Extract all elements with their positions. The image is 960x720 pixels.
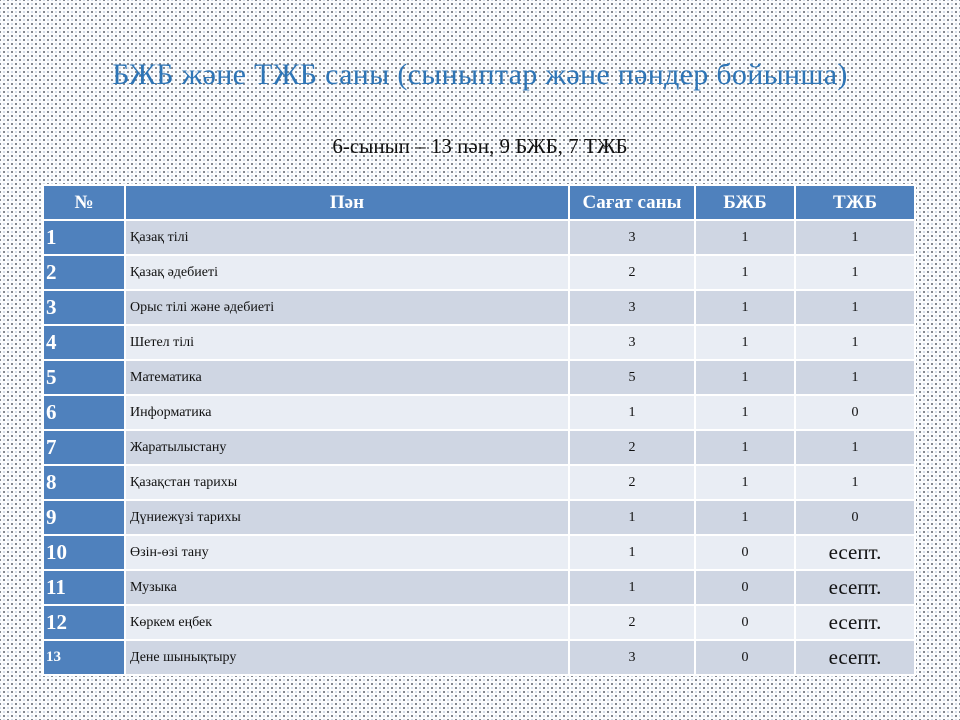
table-row	[44, 221, 914, 254]
bzb-cell: 0	[696, 536, 794, 569]
bzb-cell: 1	[696, 361, 794, 394]
row-number: 3	[44, 291, 124, 324]
subject-cell: Шетел тілі	[126, 326, 568, 359]
subject-cell: Музыка	[126, 571, 568, 604]
row-number: 6	[44, 396, 124, 429]
bzb-cell: 1	[696, 501, 794, 534]
bzb-cell: 0	[696, 606, 794, 639]
table-row	[44, 571, 914, 604]
subject-cell: Дүниежүзі тарихы	[126, 501, 568, 534]
tzb-cell: 1	[796, 221, 914, 254]
tzb-cell: 1	[796, 431, 914, 464]
col-header-no: №	[44, 186, 124, 219]
hours-cell: 3	[570, 291, 694, 324]
hours-cell: 2	[570, 466, 694, 499]
bzb-cell: 1	[696, 326, 794, 359]
tzb-cell: 1	[796, 326, 914, 359]
hours-cell: 5	[570, 361, 694, 394]
tzb-cell: 0	[796, 396, 914, 429]
bzb-cell: 1	[696, 431, 794, 464]
bzb-cell: 0	[696, 641, 794, 674]
table-body	[44, 221, 914, 674]
tzb-cell: есепт.	[796, 536, 914, 569]
subject-cell: Көркем еңбек	[126, 606, 568, 639]
bzb-cell: 1	[696, 466, 794, 499]
table-row	[44, 641, 914, 674]
subject-cell: Орыс тілі және әдебиеті	[126, 291, 568, 324]
subject-cell: Қазақ тілі	[126, 221, 568, 254]
slide-subtitle: 6-сынып – 13 пән, 9 БЖБ, 7 ТЖБ	[332, 134, 628, 158]
row-number: 12	[44, 606, 124, 639]
subject-cell: Қазақстан тарихы	[126, 466, 568, 499]
subject-cell: Математика	[126, 361, 568, 394]
tzb-cell: 1	[796, 256, 914, 289]
hours-cell: 1	[570, 501, 694, 534]
row-number: 7	[44, 431, 124, 464]
hours-cell: 2	[570, 431, 694, 464]
row-number: 4	[44, 326, 124, 359]
hours-cell: 2	[570, 606, 694, 639]
hours-cell: 1	[570, 396, 694, 429]
row-number: 2	[44, 256, 124, 289]
col-header-hours: Сағат саны	[570, 186, 694, 219]
subject-cell: Жаратылыстану	[126, 431, 568, 464]
table-row	[44, 326, 914, 359]
table-row	[44, 501, 914, 534]
table-row	[44, 431, 914, 464]
bzb-cell: 1	[696, 221, 794, 254]
hours-cell: 3	[570, 221, 694, 254]
row-number: 10	[44, 536, 124, 569]
page-title: БЖБ және ТЖБ саны (сыныптар және пәндер бойынша)	[112, 58, 848, 91]
col-header-bzb: БЖБ	[696, 186, 794, 219]
bzb-cell: 1	[696, 256, 794, 289]
hours-cell: 3	[570, 326, 694, 359]
tzb-cell: есепт.	[796, 571, 914, 604]
table-row	[44, 361, 914, 394]
subject-cell: Өзін-өзі тану	[126, 536, 568, 569]
row-number: 11	[44, 571, 124, 604]
table-row	[44, 291, 914, 324]
row-number: 9	[44, 501, 124, 534]
header-row	[44, 186, 914, 219]
subject-cell: Қазақ әдебиеті	[126, 256, 568, 289]
tzb-cell: 1	[796, 291, 914, 324]
table-row	[44, 396, 914, 429]
col-header-subject: Пән	[126, 186, 568, 219]
row-number: 13	[44, 641, 124, 674]
row-number: 8	[44, 466, 124, 499]
bzb-cell: 0	[696, 571, 794, 604]
row-number: 5	[44, 361, 124, 394]
table-row	[44, 536, 914, 569]
bzb-cell: 1	[696, 291, 794, 324]
tzb-cell: 1	[796, 466, 914, 499]
bzb-cell: 1	[696, 396, 794, 429]
tzb-cell: 0	[796, 501, 914, 534]
table-row	[44, 256, 914, 289]
hours-cell: 1	[570, 536, 694, 569]
hours-cell: 3	[570, 641, 694, 674]
tzb-cell: есепт.	[796, 606, 914, 639]
subject-cell: Информатика	[126, 396, 568, 429]
tzb-cell: есепт.	[796, 641, 914, 674]
table-row	[44, 606, 914, 639]
table-row	[44, 466, 914, 499]
table-header	[44, 186, 914, 219]
row-number: 1	[44, 221, 124, 254]
col-header-tzb: ТЖБ	[796, 186, 914, 219]
hours-cell: 1	[570, 571, 694, 604]
subjects-table	[42, 184, 916, 676]
subject-cell: Дене шынықтыру	[126, 641, 568, 674]
hours-cell: 2	[570, 256, 694, 289]
tzb-cell: 1	[796, 361, 914, 394]
